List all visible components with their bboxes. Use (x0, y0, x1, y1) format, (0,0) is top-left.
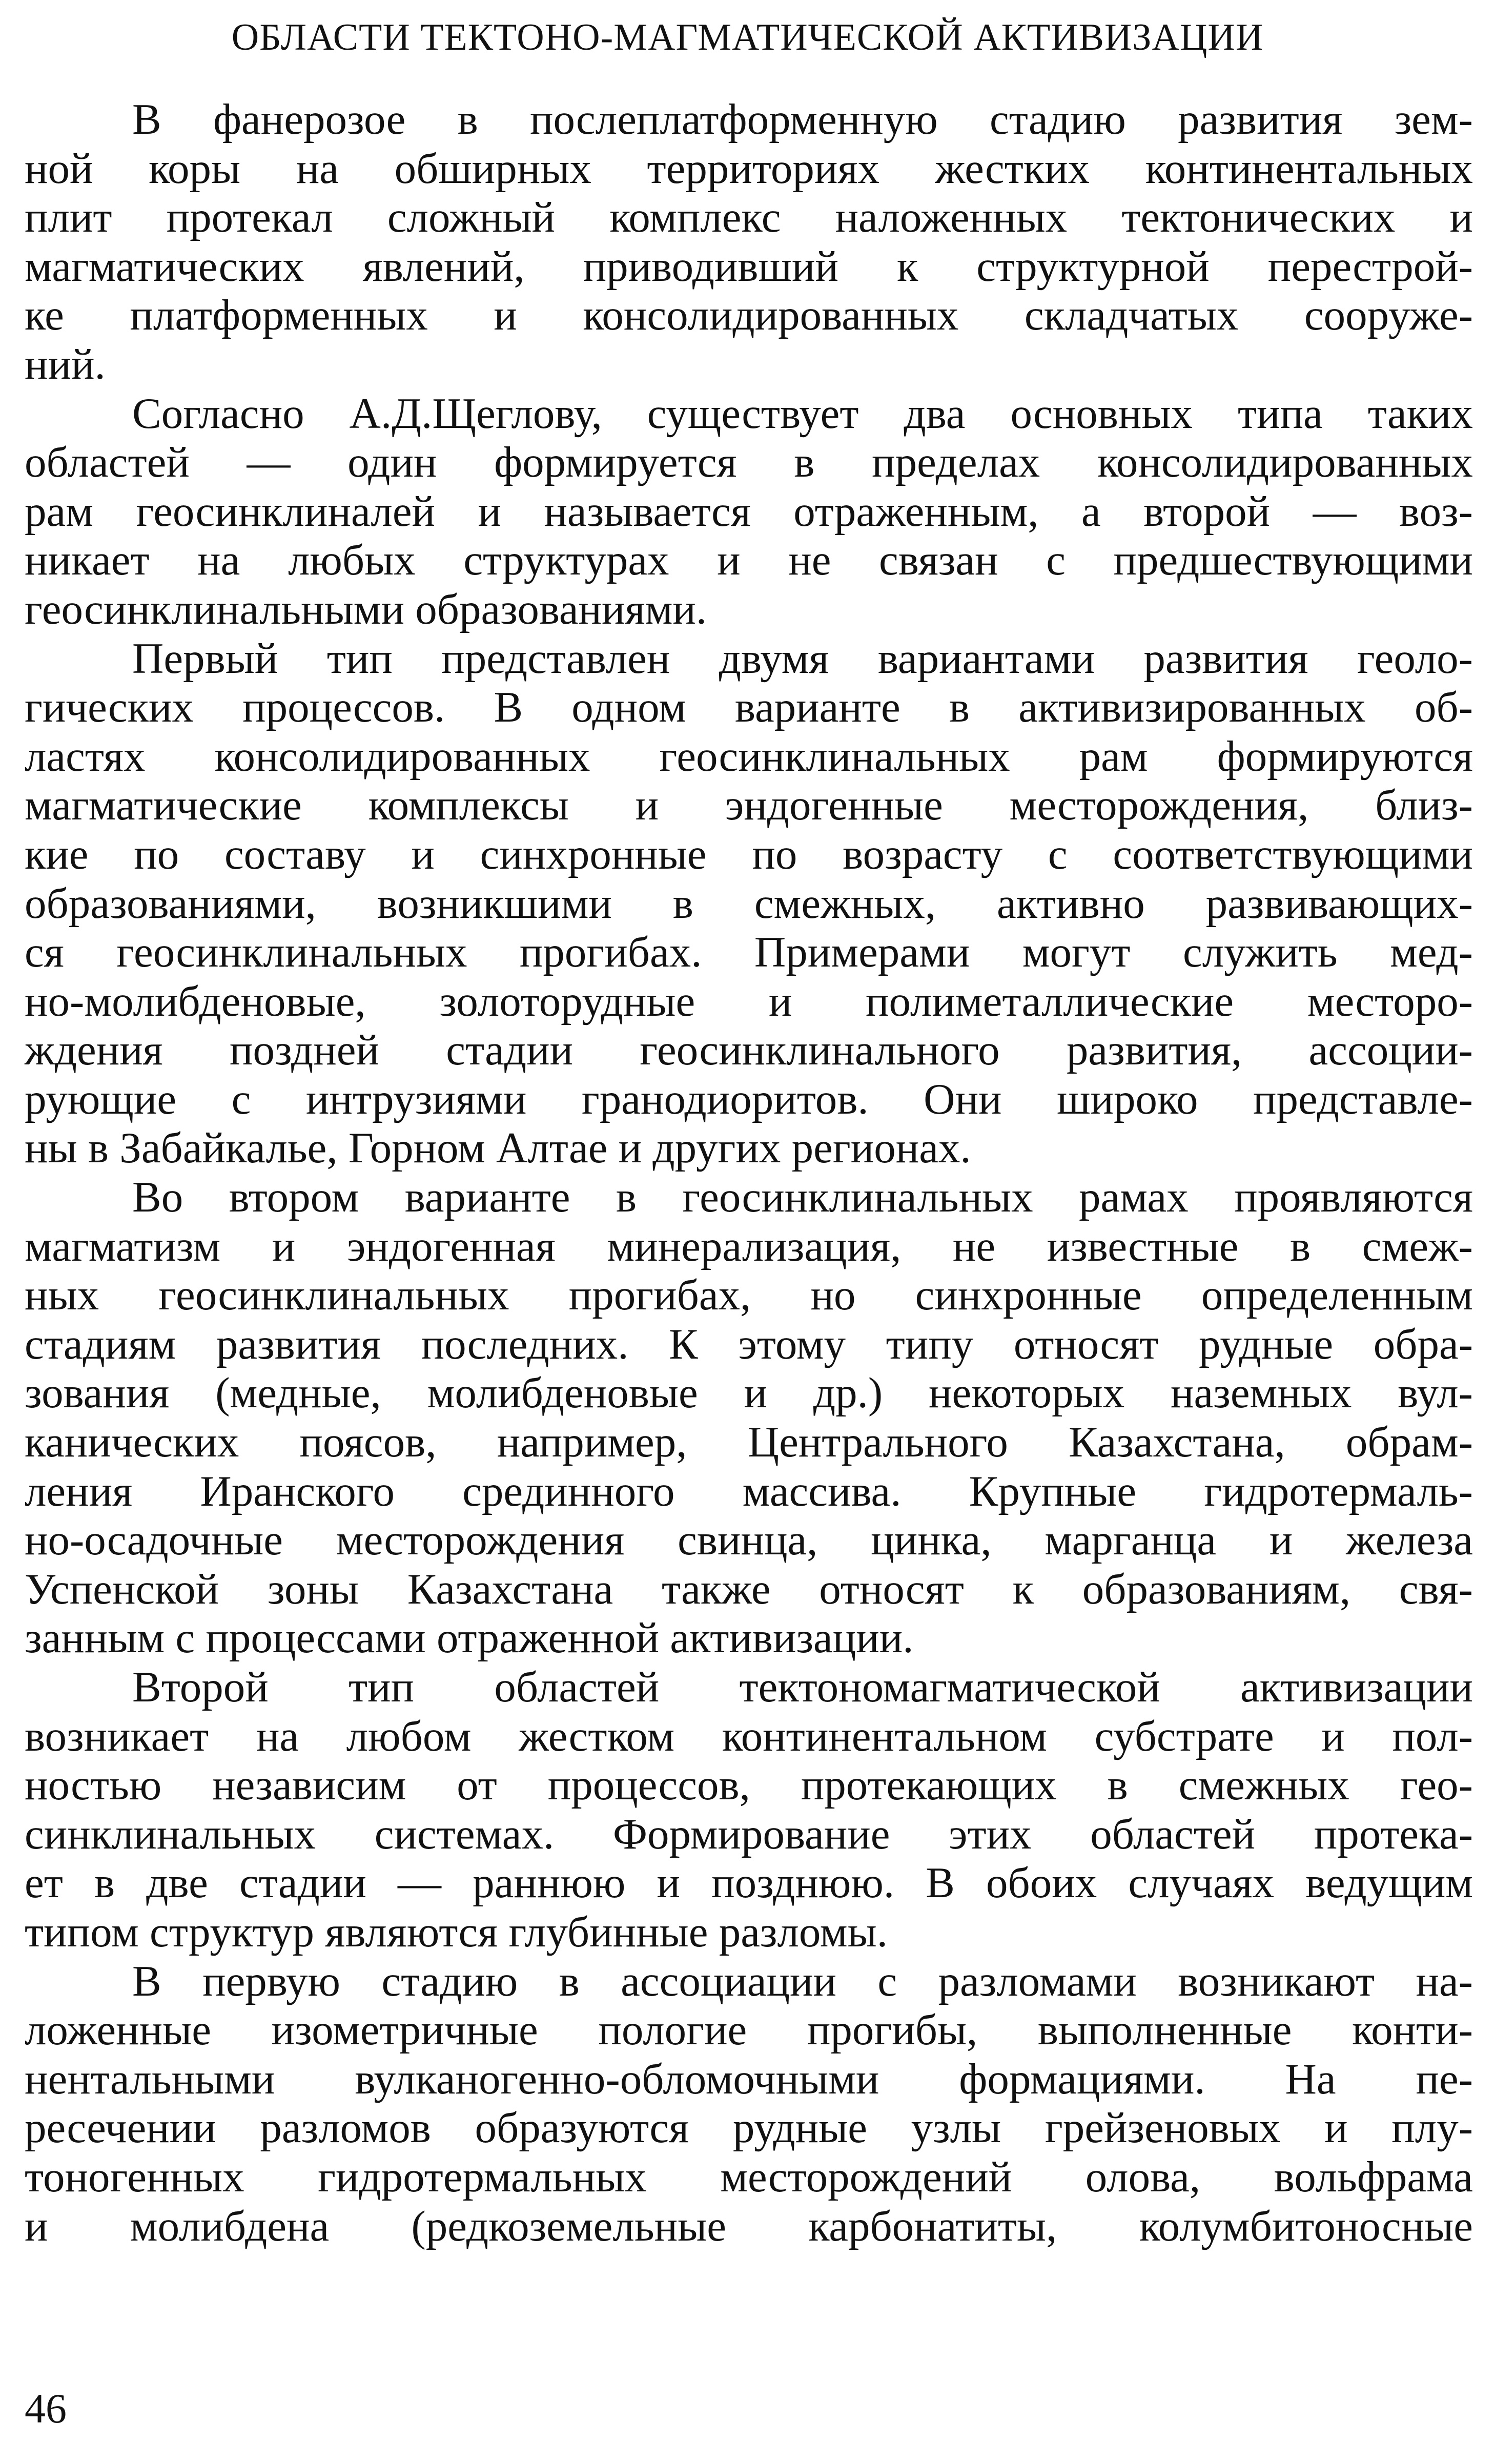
text-line: Во втором варианте в геосинклинальных рамах проявляются (132, 1173, 1473, 1222)
text-line: стадиям развития последних. К этому типу относят рудные обра- (25, 1320, 1473, 1368)
text-line: образованиями, возникшими в смежных, активно развивающих- (25, 879, 1473, 928)
text-line: рующие с интрузиями гранодиоритов. Они широко представле- (25, 1075, 1473, 1123)
text-line: но-осадочные месторождения свинца, цинка, марганца и железа (25, 1516, 1473, 1565)
text-line: магматических явлений, приводивший к структурной перестрой- (25, 242, 1473, 291)
text-line: синклинальных системах. Формирование этих областей протека- (25, 1810, 1473, 1858)
running-header: ОБЛАСТИ ТЕКТОНО-МАГМАТИЧЕСКОЙ АКТИВИЗАЦИИ (231, 16, 1264, 58)
page-number: 46 (25, 2385, 67, 2432)
text-line: и молибдена (редкоземельные карбонатиты, колумбитоносные (25, 2202, 1473, 2250)
text-line: В фанерозое в послеплатформенную стадию развития зем- (132, 95, 1473, 143)
text-line: Первый тип представлен двумя вариантами развития геоло- (132, 634, 1473, 683)
text-line: возникает на любом жестком континентальном субстрате и пол- (25, 1712, 1473, 1760)
text-line: областей — один формируется в пределах консолидированных (25, 438, 1473, 487)
text-line: канических поясов, например, Центрального Казахстана, обрам- (25, 1418, 1473, 1467)
body-text (25, 95, 1473, 2251)
text-line: ных геосинклинальных прогибах, но синхронные определенным (25, 1271, 1473, 1320)
text-line: геосинклинальными образованиями. (25, 585, 707, 633)
text-line: ся геосинклинальных прогибах. Примерами могут служить мед- (25, 928, 1473, 977)
text-line: магматизм и эндогенная минерализация, не известные в смеж- (25, 1222, 1473, 1270)
text-line: ет в две стадии — раннюю и позднюю. В обоих случаях ведущим (25, 1859, 1473, 1907)
text-line: ны в Забайкалье, Горном Алтае и других регионах. (25, 1124, 971, 1173)
text-line: ластях консолидированных геосинклинальных рам формируются (25, 732, 1473, 781)
text-line: ной коры на обширных территориях жестких континентальных (25, 144, 1473, 193)
text-line: кие по составу и синхронные по возрасту с соответствующими (25, 830, 1473, 878)
text-line: плит протекал сложный комплекс наложенных тектонических и (25, 193, 1473, 242)
text-line: ресечении разломов образуются рудные узлы грейзеновых и плу- (25, 2104, 1473, 2152)
text-line: ностью независим от процессов, протекающих в смежных гео- (25, 1761, 1473, 1810)
text-line: ке платформенных и консолидированных складчатых сооруже- (25, 291, 1473, 340)
text-line: Второй тип областей тектономагматической активизации (132, 1663, 1473, 1711)
text-line: нентальными вулканогенно-обломочными формациями. На пе- (25, 2055, 1473, 2103)
text-line: В первую стадию в ассоциации с разломами возникают на- (132, 1957, 1473, 2005)
text-line: рам геосинклиналей и называется отраженным, а второй — воз- (25, 487, 1473, 536)
text-line: ления Иранского срединного массива. Крупные гидротермаль- (25, 1467, 1473, 1515)
text-line: никает на любых структурах и не связан с предшествующими (25, 536, 1473, 585)
text-line: зования (медные, молибденовые и др.) некоторых наземных вул- (25, 1369, 1473, 1418)
text-line: занным с процессами отраженной активизации. (25, 1614, 914, 1662)
text-line: гических процессов. В одном варианте в активизированных об- (25, 683, 1473, 732)
text-line: но-молибденовые, золоторудные и полиметаллические месторо- (25, 977, 1473, 1025)
text-line: Успенской зоны Казахстана также относят к образованиям, свя- (25, 1565, 1473, 1613)
text-line: ложенные изометричные пологие прогибы, выполненные конти- (25, 2006, 1473, 2055)
text-line: тоногенных гидротермальных месторождений олова, вольфрама (25, 2152, 1473, 2201)
text-line: магматические комплексы и эндогенные месторождения, близ- (25, 781, 1473, 830)
text-line: ждения поздней стадии геосинклинального развития, ассоции- (25, 1026, 1473, 1075)
text-line: типом структур являются глубинные разломы. (25, 1907, 888, 1956)
text-line: Согласно А.Д.Щеглову, существует два основных типа таких (132, 389, 1473, 438)
text-line: ний. (25, 340, 106, 388)
